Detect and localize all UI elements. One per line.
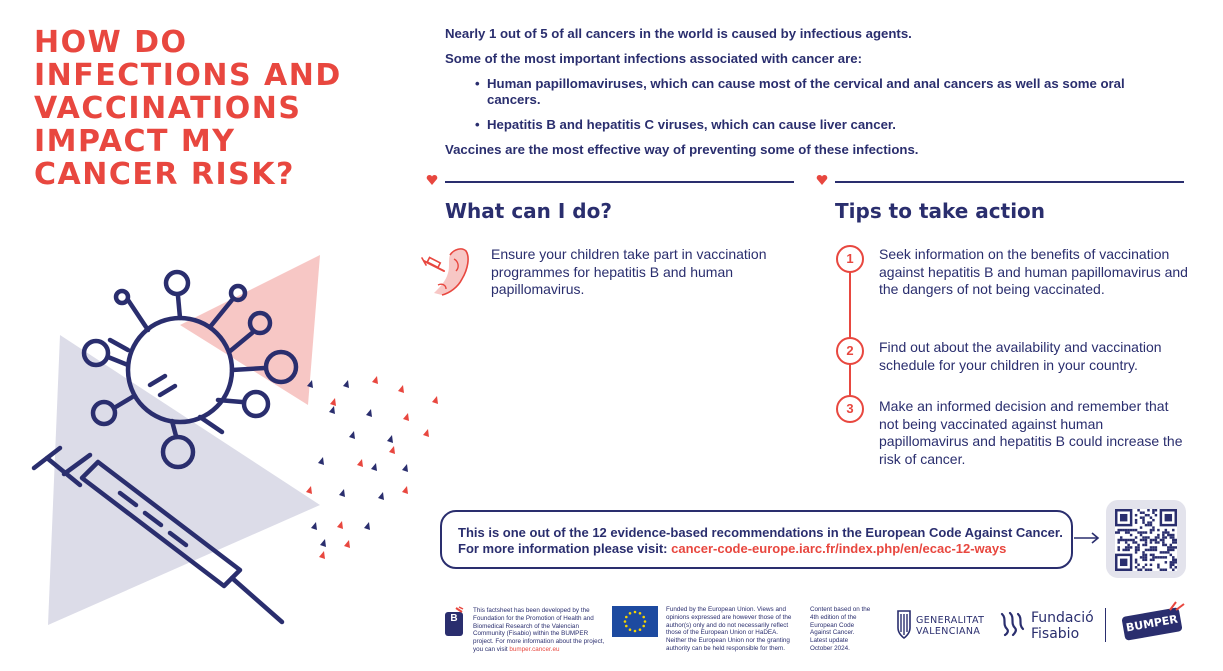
page-title [34,26,364,191]
intro-paragraph: Some of the most important infections associated with cancer are: [445,51,862,66]
intro-paragraph: Vaccines are the most effective way of preventing some of these infections. [445,142,919,157]
intro-paragraph: Nearly 1 out of 5 of all cancers in the world is caused by infectious agents. [445,26,912,41]
bumper-link[interactable]: bumper.cancer.eu [509,645,560,653]
tips-connector-line [849,258,851,410]
what-can-i-do-text: Ensure your children take part in vaccination programmes for hepatitis B and human papillomavirus. [491,246,767,297]
qr-code-container[interactable] [1106,500,1186,578]
footer-divider [1105,608,1106,642]
bumper-logo: BUMPER [1121,607,1182,641]
content-note: Content based on the 4th edition of the European Code Against Cancer. Latest update October 2024. [810,606,871,652]
section-divider [835,181,1184,183]
intro-section [445,26,1185,167]
tip-text: Seek information on the benefits of vaccination against hepatitis B and human papillomavirus and the dangers of not being vaccinated. [879,246,1188,297]
title-line: VACCINATIONS [34,91,302,126]
b-badge: B [450,613,458,624]
info-box [440,510,1073,569]
info-prefix: For more information please visit: [458,541,668,556]
title-line: CANCER RISK? [34,157,295,192]
info-text [458,525,1063,557]
spray-dots [307,380,408,547]
fisabio-logo [1031,610,1094,642]
fisabio-line: Fundació [1031,610,1094,626]
infection-list [445,76,1185,133]
qr-code-icon [1115,509,1177,571]
title-line: INFECTIONS AND [34,58,342,93]
tips-heading: Tips to take action [835,199,1046,223]
list-item: • Human papillomaviruses, which can cause most of the cervical and anal cancers as well as some oral cancers. [487,76,1137,108]
title-line: HOW DO [34,25,188,60]
tip-number-badge: 1 [836,245,864,273]
ecac-link[interactable]: cancer-code-europe.iarc.fr/index.php/en/ecac-12-ways [671,541,1007,556]
generalitat-logo [916,615,984,637]
generalitat-crest-icon [895,608,913,640]
eu-funding-note: Funded by the European Union. Views and opinions expressed are however those of the author(s) only and do not necessarily reflect those of the European Union or HaDEA. Neither the European Union nor the granting authority can be held responsible for them. [666,606,792,652]
heart-icon [816,174,828,186]
generalitat-line: GENERALITAT [916,615,985,626]
vaccination-arm-icon [420,241,476,297]
title-line: IMPACT MY [34,124,236,159]
spray-dots-red [306,376,438,559]
arrow-right-icon [1073,531,1101,545]
fisabio-line: Fisabio [1031,626,1080,642]
bumper-spark-icon [1168,598,1188,612]
info-line: This is one out of the 12 evidence-based recommendations in the European Code Against Cancer. [458,525,1063,540]
fisabio-logo-icon [999,611,1027,637]
tip-number-badge: 2 [836,337,864,365]
generalitat-line: VALENCIANA [916,626,981,637]
heart-icon [426,174,438,186]
factsheet-note [473,607,605,654]
factsheet-text: This factsheet has been developed by the Foundation for the Promotion of Health and Biomedical Research of the Valencian Community (Fisabio) within the BUMPER project. For more information about the project, you can visit [473,607,605,653]
tip-number-badge: 3 [836,395,864,423]
what-can-i-do-heading: What can I do? [445,199,612,223]
list-item: • Hepatitis B and hepatitis C viruses, which can cause liver cancer. [487,117,1137,133]
virus-syringe-illustration [0,240,440,640]
tip-text: Find out about the availability and vaccination schedule for your children in your country. [879,339,1162,373]
eu-stars-icon [612,606,658,637]
section-divider [445,181,794,183]
tip-text: Make an informed decision and remember that not being vaccinated against human papillomavirus and hepatitis B could increase the risk of cancer. [879,398,1183,467]
eu-flag [612,606,658,637]
info-line-2 [458,541,1063,557]
